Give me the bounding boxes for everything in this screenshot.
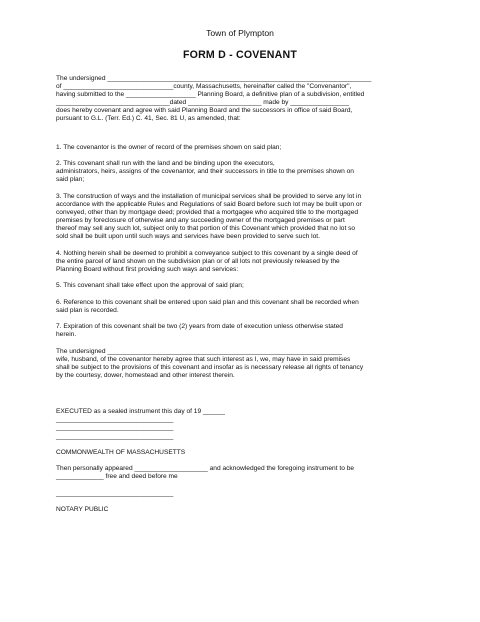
signature-line-3: ________________________________	[56, 432, 174, 440]
clause-1: 1. The covenantor is the owner of record of the premises shown on said plan;	[56, 143, 282, 151]
clause-7: 7. Expiration of this covenant shall be two (2) years from date of execution unless otherwise stated herein.	[56, 323, 343, 339]
spouse-release-paragraph: The undersigned ________________________________________________________________ wife, husband, of the covenantor hereby agree that such interest as I, we, may have in said premises shall be subject to the provisions of this covenant and insofar as is necessary release all rights of tenancy by the courtesy, dower, homestead and other interest therein.	[56, 347, 364, 379]
notary-signature-line: ________________________________	[56, 489, 174, 497]
clause-2: 2. This covenant shall run with the land and be binding upon the executors, administrators, heirs, assigns of the covenantor, and their successors in title to the premises shown on said plan;	[56, 160, 354, 184]
town-name: Town of Plympton	[206, 28, 274, 38]
clause-5: 5. This covenant shall take effect upon the approval of said plan;	[56, 282, 244, 290]
notary-public-label: NOTARY PUBLIC	[56, 506, 109, 514]
clause-3: 3. The construction of ways and the installation of municipal services shall be provided to serve any lot in accordance with the applicable Rules and Regulations of said Board before such lot may be built upon or conveyed, other than by mortgage deed; provided that a mortgagee who acquired title to the mortgaged premises by foreclosure of otherwise and any succeeding owner of the mortgaged premises or part thereof may sell any such lot, subject only to that portion of this Covenant which provided that no lot so sold shall be built upon until such ways and services have been provided to serve such lot.	[56, 192, 362, 241]
form-title: FORM D - COVENANT	[182, 49, 298, 61]
executed-line: EXECUTED as a sealed instrument this day of 19 ______	[56, 408, 225, 416]
clause-4: 4. Nothing herein shall be deemed to prohibit a conveyance subject to this covenant by a single deed of the entire parcel of land shown on the subdivision plan or of all lots not previously released by the Planning Board without first providing such ways and services:	[56, 249, 358, 273]
signature-line-1: ________________________________	[56, 416, 174, 424]
signature-line-2: ________________________________	[56, 424, 174, 432]
clause-6: 6. Reference to this covenant shall be entered upon said plan and this covenant shall be recorded when said plan is recorded.	[56, 298, 359, 314]
acknowledgment-paragraph: Then personally appeared ____________________ and acknowledged the foregoing instrument to be _____________ free and deed before me	[56, 465, 355, 481]
commonwealth-heading: COMMONWEALTH OF MASSACHUSETTS	[56, 448, 186, 456]
preamble-paragraph: The undersigned ________________________________________________________________________ of ______________________________county, Massachusetts, hereinafter called the "Convenantor", having submitted to the ___________________ Planning Board, a definitive plan of a subdivision, entitled _______________________________dated ____________________ made by ________________ does hereby covenant and agree with said Planning Board and the successors in office of said Board, pursuant to G.L. (Terr. Ed.) C. 41, Sec. 81 U, as amended, that:	[56, 75, 372, 123]
form-body	[56, 75, 428, 523]
